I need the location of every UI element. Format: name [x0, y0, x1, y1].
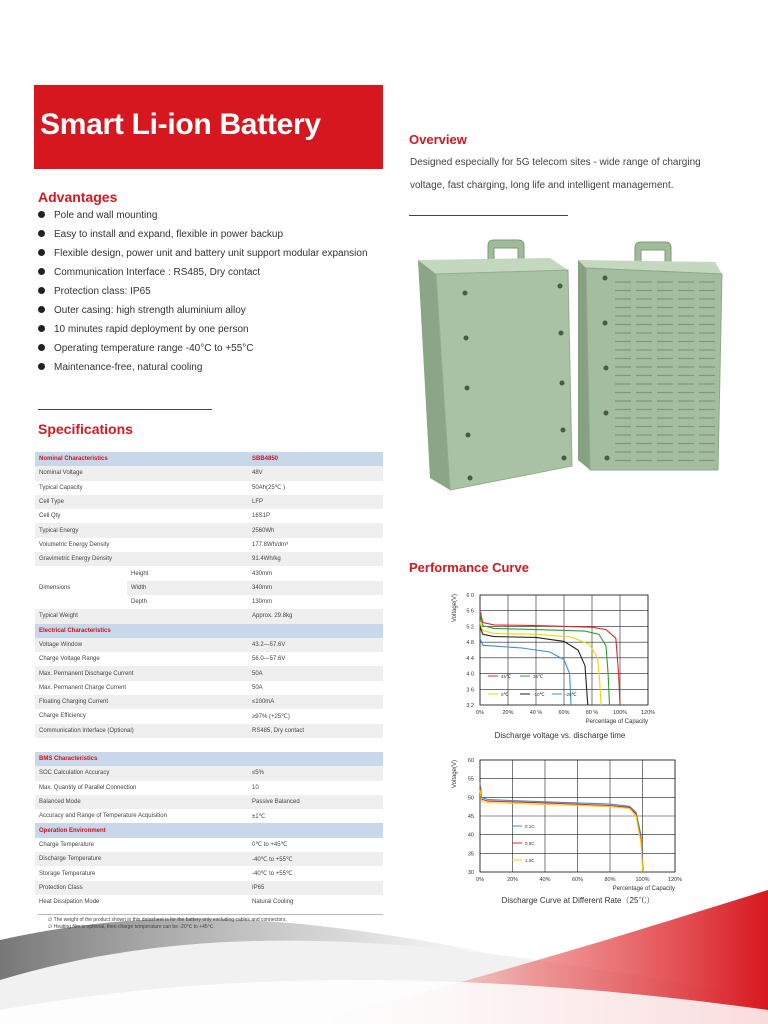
section-header: BMS Characteristics — [35, 752, 383, 766]
spec-row — [35, 695, 383, 709]
bullet-icon — [38, 306, 45, 313]
x-tick-label: 40 % — [529, 710, 543, 716]
chart-title: Discharge Curve at Different Rate（25℃） — [501, 896, 655, 905]
spec-table-1 — [35, 452, 383, 738]
advantage-text: Operating temperature range -40°C to +55°C — [54, 343, 254, 354]
advantages-divider — [38, 409, 212, 410]
spec-row — [35, 866, 383, 880]
spec-label: Cell Type — [35, 495, 248, 509]
spec-row — [35, 523, 383, 537]
advantage-text: Pole and wall mounting — [54, 210, 158, 221]
spec-label: Max. Permanent Charge Current — [39, 684, 127, 691]
bullet-icon — [38, 249, 45, 256]
spec-value: 0℃ to +45℃ — [252, 842, 288, 849]
spec-row — [35, 781, 383, 795]
spec-row — [35, 752, 383, 766]
spec-label: Charge Temperature — [39, 841, 94, 848]
spec-value: -40℃ to +55℃ — [252, 871, 293, 878]
spec-label: Volumetric Energy Density — [39, 541, 110, 548]
spec-sublabel: Width — [127, 581, 248, 595]
section-header: Nominal Characteristics — [35, 452, 248, 466]
legend-label: 25℃ — [533, 673, 544, 679]
spec-label: Gravimetric Energy Density — [35, 552, 248, 566]
spec-label: Floating Charging Current — [35, 695, 248, 709]
spec-value: Approx. 29.8kg — [248, 609, 383, 623]
spec-value: 340mm — [248, 581, 383, 595]
spec-label: Typical Weight — [35, 609, 248, 623]
page-title: Smart Li-ion Battery — [40, 108, 321, 141]
specifications-heading: Specifications — [38, 421, 133, 437]
spec-label: Accuracy and Range of Temperature Acquisition — [39, 813, 167, 820]
footnote-marker-icon: ∅ — [48, 924, 53, 930]
advantage-text: 10 minutes rapid deployment by one person — [54, 324, 249, 335]
x-tick-label: 100% — [635, 877, 650, 883]
spec-row — [35, 838, 383, 852]
bullet-icon — [38, 344, 45, 351]
advantage-item — [38, 305, 246, 316]
overview-heading: Overview — [409, 132, 467, 147]
spec-row — [35, 895, 383, 909]
series-line — [480, 786, 643, 872]
bullet-icon — [38, 287, 45, 294]
spec-value: Natural Cooling — [252, 899, 294, 906]
spec-row — [35, 809, 383, 823]
section-header: Electrical Characteristics — [35, 624, 383, 638]
spec-value: ≥97% (+25℃) — [252, 713, 290, 720]
legend-label: 0.1C — [525, 823, 535, 829]
model-number: SBB4850 — [248, 452, 383, 466]
spec-value: LFP — [248, 495, 383, 509]
overview-line-2: voltage, fast charging, long life and intelligent management. — [410, 180, 674, 191]
spec-row — [35, 652, 383, 666]
footnote-2: Heating film is optional, then charge temperature can be -20℃ to +45℃. — [53, 924, 215, 930]
spec-row — [35, 638, 383, 652]
y-axis-label: Voltage(V) — [452, 593, 458, 623]
x-tick-label: 60% — [558, 710, 570, 716]
spec-value: 50A — [248, 666, 383, 680]
advantage-item — [38, 229, 283, 240]
y-tick-label: 6 0 — [466, 593, 474, 599]
spec-label: Typical Capacity — [39, 484, 83, 491]
bullet-icon — [38, 325, 45, 332]
bullet-icon — [38, 211, 45, 218]
spec-table-2 — [35, 752, 383, 909]
legend-label: 0℃ — [501, 691, 509, 697]
spec-value: ≤5% — [248, 766, 383, 780]
spec-label: Nominal Voltage — [35, 466, 248, 480]
spec-label: Voltage Window — [35, 638, 248, 652]
spec-value: 130mm — [252, 599, 273, 606]
spec-row — [35, 552, 383, 566]
spec-label: Max. Quantity of Parallel Connection — [39, 784, 137, 791]
legend-label: -20℃ — [565, 691, 577, 697]
y-tick-label: 35 — [467, 851, 474, 858]
advantage-item — [38, 210, 157, 221]
x-tick-label: 0% — [476, 710, 484, 716]
chart-title: Discharge voltage vs. discharge time — [494, 731, 626, 740]
spec-row — [35, 766, 383, 780]
spec-row — [35, 709, 383, 723]
y-tick-label: 3 2 — [466, 703, 474, 709]
spec-row — [35, 495, 383, 509]
spec-value: 91.4Wh/kg — [248, 552, 383, 566]
spec-sublabel: Depth — [131, 599, 148, 606]
spec-value: 50A — [252, 684, 263, 691]
x-tick-label: 80% — [604, 877, 616, 883]
spec-value: 16S1P — [252, 513, 271, 520]
spec-value: 43.2—57.6V — [248, 638, 383, 652]
y-tick-label: 60 — [467, 758, 474, 764]
spec-label: Balanced Mode — [35, 795, 248, 809]
spec-value: 48V — [248, 466, 383, 480]
spec-value: 56.0—57.6V — [252, 656, 286, 663]
spec-row — [35, 881, 383, 895]
y-tick-label: 5 6 — [466, 608, 474, 615]
performance-heading: Performance Curve — [409, 560, 529, 575]
footnotes — [48, 917, 287, 931]
spec-label: Dimensions — [39, 584, 71, 591]
spec-row — [35, 452, 383, 466]
spec-value: IP65 — [248, 881, 383, 895]
y-tick-label: 50 — [467, 795, 474, 802]
spec-row — [35, 823, 383, 837]
advantage-text: Maintenance-free, natural cooling — [54, 362, 203, 373]
overview-divider — [409, 215, 568, 216]
y-axis-label: Voltage(V) — [452, 759, 458, 789]
spec-row — [35, 609, 383, 623]
spec-row — [35, 681, 383, 695]
advantage-item — [38, 286, 151, 297]
x-tick-label: 100% — [612, 710, 628, 716]
spec-label: Charge Efficiency — [39, 713, 86, 720]
advantage-item — [38, 362, 202, 373]
advantage-text: Communication Interface : RS485, Dry contact — [54, 267, 261, 278]
y-tick-label: 4 4 — [466, 655, 474, 662]
x-tick-label: 120% — [640, 710, 656, 716]
advantage-item — [38, 324, 249, 335]
advantage-text: Outer casing: high strength aluminium alloy — [54, 305, 246, 316]
x-tick-label: 20% — [502, 710, 514, 716]
x-axis-label: Percentage of Capacity — [585, 719, 648, 725]
x-tick-label: 60% — [571, 877, 584, 883]
x-tick-label: 120% — [667, 877, 683, 883]
spec-sublabel: Height — [131, 570, 149, 577]
x-tick-label: 20% — [506, 877, 519, 883]
advantage-text: Flexible design, power unit and battery unit support modular expansion — [54, 248, 368, 259]
legend-label: 0.5C — [525, 840, 535, 846]
spec-label: Heat Dissipation Mode — [39, 899, 100, 906]
advantages-heading: Advantages — [38, 189, 118, 205]
spec-value: 2560Wh — [248, 523, 383, 537]
y-tick-label: 40 — [467, 832, 474, 839]
section-header: Operation Environment — [35, 823, 383, 837]
advantage-text: Protection class: IP65 — [54, 286, 151, 297]
advantage-item — [38, 248, 368, 259]
battery-product-image — [410, 238, 725, 496]
spec-label: Charge Voltage Range — [39, 656, 100, 663]
y-tick-label: 55 — [467, 776, 474, 783]
x-tick-label: 0% — [476, 877, 484, 883]
spec-value: 430mm — [252, 570, 273, 577]
advantage-text: Easy to install and expand, flexible in power backup — [54, 229, 284, 240]
spec-label: Protection Class — [35, 881, 248, 895]
spec-value: 50Ah(25℃ ) — [252, 485, 286, 492]
series-line — [480, 782, 643, 872]
spec-value: 177.8Wh/dm³ — [252, 541, 289, 548]
spec-row — [35, 509, 383, 523]
y-tick-label: 3 6 — [466, 687, 474, 694]
spec-value: Passive Balanced — [248, 795, 383, 809]
x-tick-label: 40% — [539, 877, 551, 883]
spec-value: ±1℃ — [252, 813, 266, 820]
spec-row — [35, 538, 383, 552]
series-line — [480, 615, 610, 705]
spec-row — [35, 795, 383, 809]
y-tick-label: 4 8 — [466, 640, 474, 647]
spec-row — [35, 466, 383, 480]
spec-row — [35, 852, 383, 866]
advantage-item — [38, 267, 260, 278]
discharge-rate-chart — [440, 752, 690, 910]
overview-line-1: Designed especially for 5G telecom sites - wide range of charging — [410, 157, 701, 168]
footnote-divider — [38, 914, 383, 915]
spec-value: RS485, Dry contact — [248, 724, 383, 738]
spec-value: 10 — [252, 784, 259, 791]
spec-row — [35, 724, 383, 738]
bullet-icon — [38, 268, 45, 275]
spec-label: SOC Calculation Accuracy — [35, 766, 248, 780]
bullet-icon — [38, 230, 45, 237]
spec-row — [35, 566, 383, 580]
discharge-temperature-chart — [440, 585, 670, 745]
y-tick-label: 4 0 — [466, 671, 474, 678]
legend-label: -10℃ — [533, 691, 545, 697]
spec-row — [35, 666, 383, 680]
advantage-item — [38, 343, 254, 354]
x-tick-label: 80 % — [585, 710, 599, 716]
y-tick-label: 5 2 — [466, 624, 474, 631]
y-tick-label: 45 — [467, 814, 474, 820]
footnote-marker-icon: ∅ — [48, 917, 53, 923]
spec-label: Storage Temperature — [39, 870, 96, 877]
spec-row — [35, 481, 383, 495]
spec-value: ≤100mA — [248, 695, 383, 709]
footnote-1: The weight of the product shown in this datasheet is for the battery only excluding cables and connectors. — [53, 917, 287, 923]
spec-label: Typical Energy — [35, 523, 248, 537]
legend-label: 45℃ — [501, 673, 512, 679]
y-tick-label: 30 — [467, 870, 474, 876]
legend-label: 1.0C — [525, 857, 535, 863]
spec-label: Discharge Temperature — [35, 852, 248, 866]
bullet-icon — [38, 363, 45, 370]
spec-label: Cell Qty — [39, 513, 61, 520]
series-line — [480, 638, 571, 705]
spec-row — [35, 624, 383, 638]
spec-value: -40℃ to +55℃ — [248, 852, 383, 866]
spec-label: Communication Interface (Optional) — [35, 724, 248, 738]
x-axis-label: Percentage of Capacity — [612, 886, 675, 892]
spec-label: Max. Permanent Discharge Current — [35, 666, 248, 680]
